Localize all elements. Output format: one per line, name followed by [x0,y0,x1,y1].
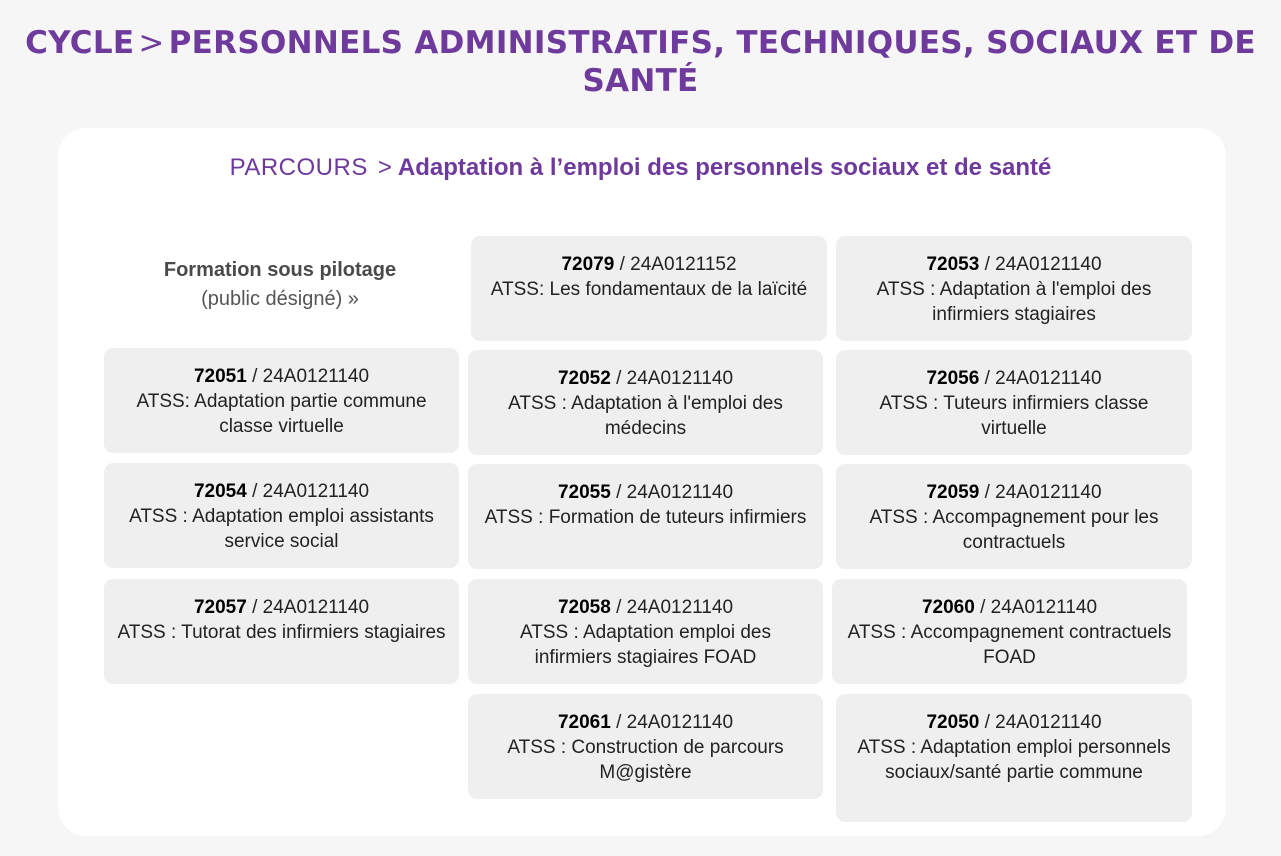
course-card-72055[interactable] [468,464,823,569]
course-title: ATSS : Accompagnement pour les contractuels [869,507,1159,553]
course-card-72053[interactable] [836,236,1192,341]
course-code: 72056 [926,368,980,389]
parcours-separator: > [377,154,392,181]
course-ref: / 24A0121140 [979,368,1102,389]
course-ref: / 24A0121140 [974,597,1098,618]
course-card-72052[interactable] [468,350,823,455]
course-title: ATSS: Adaptation partie commune classe virtuelle [136,391,427,437]
cycle-name: PERSONNELS ADMINISTRATIFS, TECHNIQUES, SOCIAUX ET DE SANTÉ [168,25,1256,99]
course-code: 72058 [557,597,611,618]
parcours-name: Adaptation à l’emploi des personnels sociaux et de santé [397,154,1052,181]
parcours-heading [0,154,1281,182]
course-ref: / 24A0121140 [979,254,1102,275]
course-card-72057[interactable] [104,579,459,684]
course-title: ATSS : Adaptation emploi personnels sociaux/santé partie commune [857,737,1171,783]
course-code: 72060 [921,597,975,618]
course-card-72051[interactable] [104,348,459,453]
course-title: ATSS : Adaptation emploi des infirmiers stagiaires FOAD [519,622,772,668]
course-ref: / 24A0121152 [614,254,737,275]
course-code: 72052 [557,368,611,389]
course-card-72056[interactable] [836,350,1192,455]
course-card-72058[interactable] [468,579,823,684]
course-card-72054[interactable] [104,463,459,568]
course-card-72061[interactable] [468,694,823,799]
course-card-72050[interactable] [836,694,1192,822]
course-title: ATSS : Adaptation à l'emploi des infirmiers stagiaires [876,279,1152,325]
course-ref: / 24A0121140 [246,481,370,502]
course-ref: / 24A0121140 [979,712,1102,733]
course-ref: / 24A0121140 [246,366,370,387]
course-ref: / 24A0121140 [610,482,734,503]
course-ref: / 24A0121140 [610,368,734,389]
course-code: 72061 [557,712,611,733]
pilotage-title: Formation sous pilotage [163,259,397,281]
course-code: 72051 [193,366,247,387]
course-code: 72055 [557,482,611,503]
parcours-label: PARCOURS [229,154,368,181]
page-title [20,24,1261,100]
course-card-72060[interactable] [832,579,1187,684]
course-ref: / 24A0121140 [610,597,734,618]
course-card-72079[interactable] [471,236,827,341]
course-ref: / 24A0121140 [246,597,370,618]
course-title: ATSS : Tuteurs infirmiers classe virtuelle [879,393,1149,439]
title-separator: > [138,25,165,61]
course-code: 72059 [926,482,980,503]
course-title: ATSS : Formation de tuteurs infirmiers [484,507,807,528]
course-title: ATSS : Adaptation emploi assistants service social [129,506,434,552]
pilotage-note [104,256,456,314]
course-code: 72079 [561,254,615,275]
course-code: 72054 [193,481,247,502]
cycle-label: CYCLE [25,25,135,61]
course-code: 72057 [193,597,247,618]
course-ref: / 24A0121140 [610,712,734,733]
course-title: ATSS : Construction de parcours M@gistère [507,737,784,783]
course-ref: / 24A0121140 [979,482,1102,503]
pilotage-subtitle: (public désigné) » [201,288,359,310]
course-card-72059[interactable] [836,464,1192,569]
course-title: ATSS : Tutorat des infirmiers stagiaires [117,622,446,643]
course-title: ATSS : Accompagnement contractuels FOAD [847,622,1172,668]
course-title: ATSS: Les fondamentaux de la laïcité [490,279,808,300]
course-title: ATSS : Adaptation à l'emploi des médecins [508,393,783,439]
course-code: 72053 [926,254,980,275]
course-code: 72050 [926,712,980,733]
